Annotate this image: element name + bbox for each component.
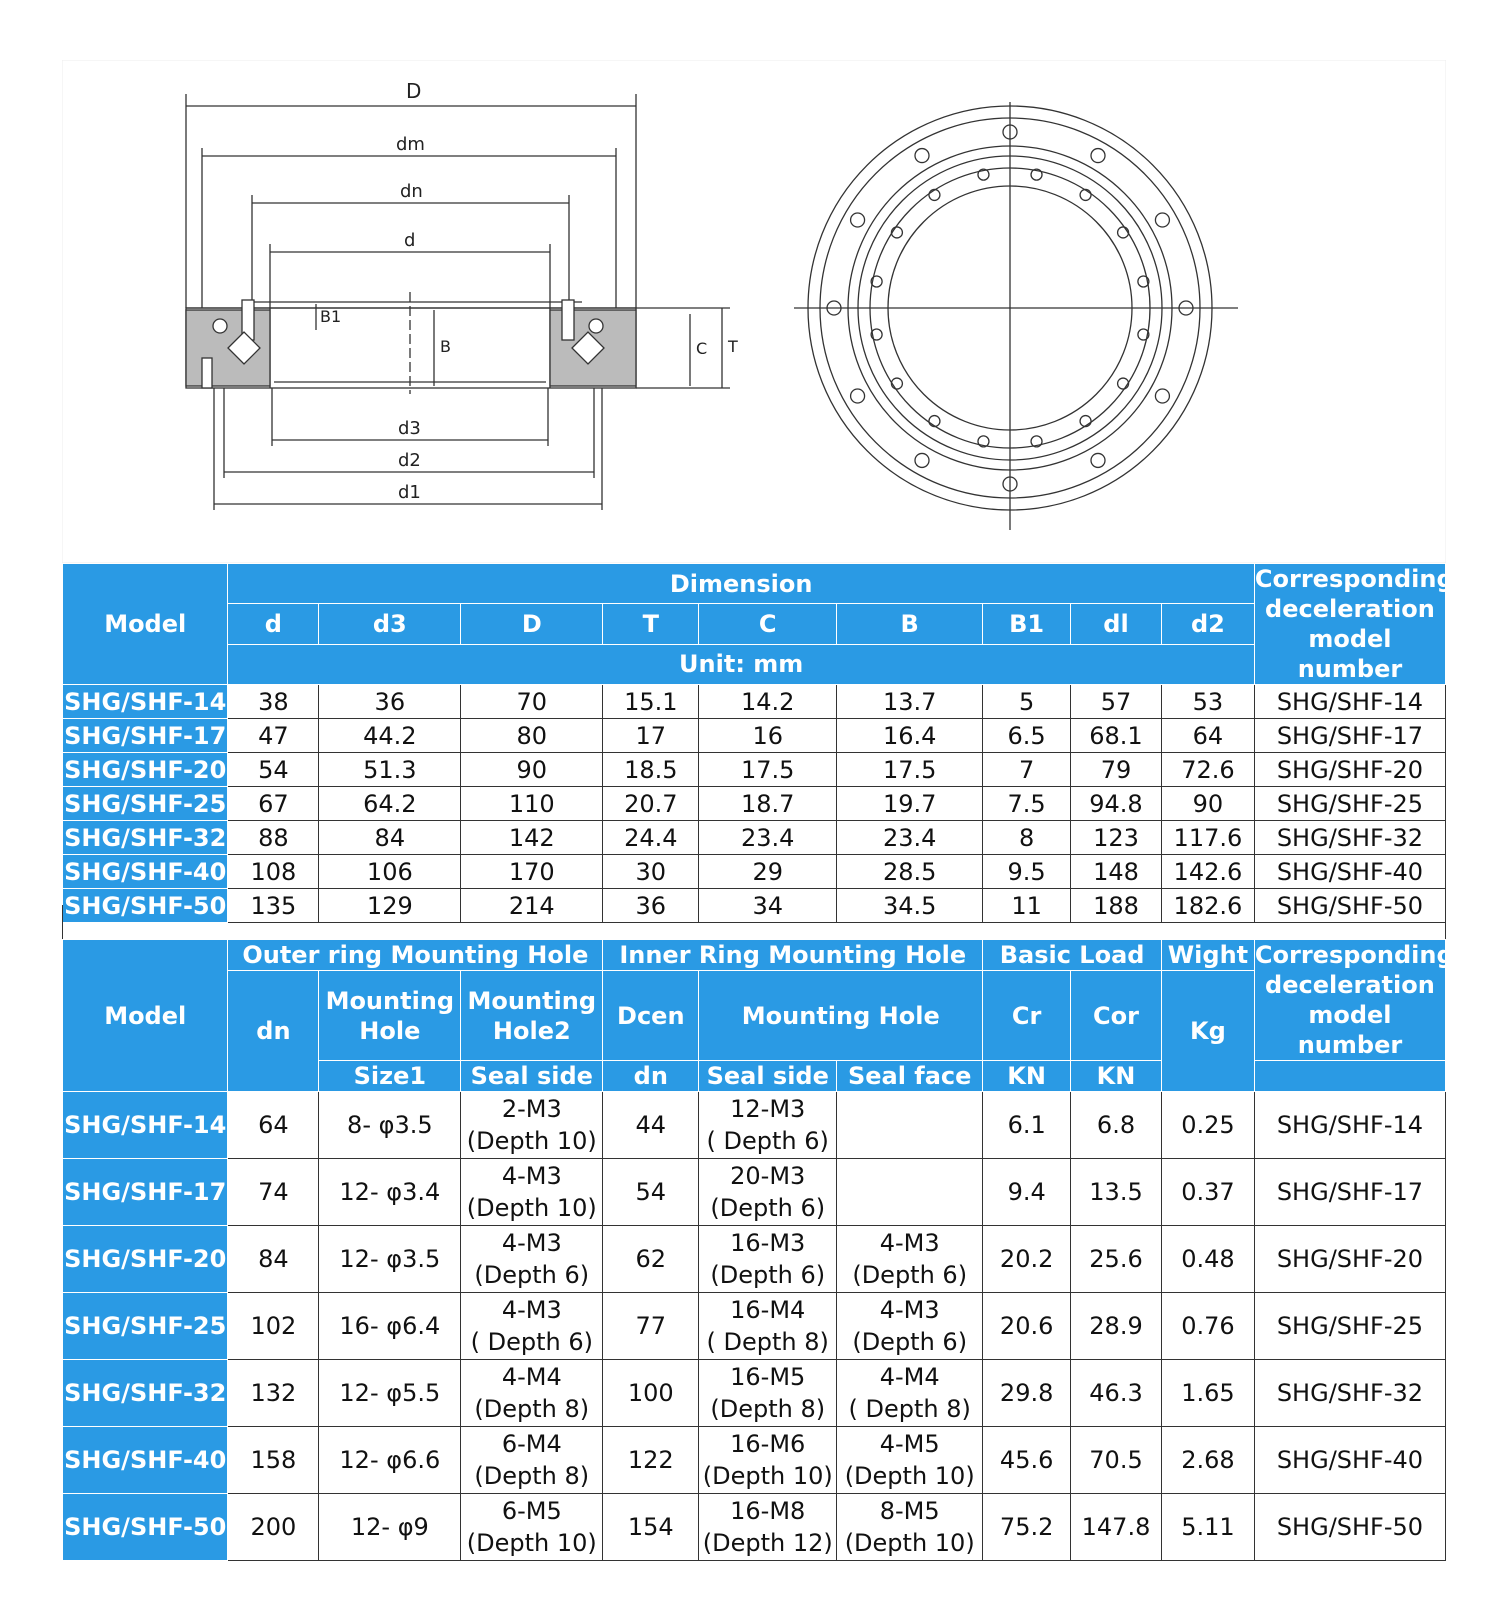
- hole1-cell: 12- φ6.6: [319, 1427, 461, 1494]
- value-cell: 123: [1071, 821, 1162, 855]
- dcen-cell: 122: [603, 1427, 699, 1494]
- model-cell: SHG/SHF-14: [63, 685, 228, 719]
- model-cell: SHG/SHF-25: [63, 787, 228, 821]
- dcen-cell: 44: [603, 1092, 699, 1159]
- table-row: [63, 855, 1446, 889]
- value-cell: 36: [319, 685, 461, 719]
- col-C: C: [699, 604, 837, 644]
- cr-header: Cr: [983, 971, 1071, 1061]
- value-cell: 94.8: [1071, 787, 1162, 821]
- model-cell: SHG/SHF-20: [63, 753, 228, 787]
- seal-side-cell: 16-M4 ( Depth 8): [699, 1293, 837, 1360]
- cor-cell: 6.8: [1071, 1092, 1162, 1159]
- table-row: [63, 1427, 1446, 1494]
- corresponding-cell: SHG/SHF-14: [1254, 1092, 1445, 1159]
- value-cell: 72.6: [1161, 753, 1254, 787]
- value-cell: 142: [461, 821, 603, 855]
- value-cell: 67: [228, 787, 319, 821]
- value-cell: 13.7: [837, 685, 983, 719]
- value-cell: 90: [461, 753, 603, 787]
- corresponding-cell: SHG/SHF-40: [1254, 1427, 1445, 1494]
- label-T: T: [728, 337, 738, 356]
- table-row: [63, 719, 1446, 753]
- col-B: B: [837, 604, 983, 644]
- corresponding-header-2: Corresponding deceleration model number: [1254, 941, 1454, 1059]
- unit-header: Unit: mm: [228, 644, 1254, 684]
- dcen-dn-header: dn: [603, 1061, 699, 1092]
- value-cell: 9.5: [983, 855, 1071, 889]
- value-cell: 110: [461, 787, 603, 821]
- cor-unit: KN: [1071, 1061, 1162, 1092]
- dn-cell: 84: [228, 1226, 319, 1293]
- value-cell: 19.7: [837, 787, 983, 821]
- seal-side-cell: 16-M8 (Depth 12): [699, 1494, 837, 1561]
- value-cell: 34.5: [837, 889, 983, 923]
- value-cell: 106: [319, 855, 461, 889]
- seal-face-cell: 4-M3 (Depth 6): [837, 1293, 983, 1360]
- value-cell: 148: [1071, 855, 1162, 889]
- table-row: [63, 787, 1446, 821]
- value-cell: 11: [983, 889, 1071, 923]
- hole1-cell: 12- φ3.4: [319, 1159, 461, 1226]
- value-cell: 80: [461, 719, 603, 753]
- corresponding-cell: SHG/SHF-32: [1254, 1360, 1445, 1427]
- corresponding-cell: SHG/SHF-32: [1254, 821, 1445, 855]
- cr-cell: 6.1: [983, 1092, 1071, 1159]
- basic-load-header: Basic Load: [983, 940, 1162, 971]
- value-cell: 44.2: [319, 719, 461, 753]
- value-cell: 129: [319, 889, 461, 923]
- dn-header: dn: [228, 971, 319, 1092]
- hole1-cell: 16- φ6.4: [319, 1293, 461, 1360]
- model-cell: SHG/SHF-25: [63, 1293, 228, 1360]
- value-cell: 170: [461, 855, 603, 889]
- hole1-cell: 12- φ5.5: [319, 1360, 461, 1427]
- dn-cell: 132: [228, 1360, 319, 1427]
- value-cell: 188: [1071, 889, 1162, 923]
- cor-cell: 147.8: [1071, 1494, 1162, 1561]
- corresponding-cell: SHG/SHF-20: [1254, 1226, 1445, 1293]
- corresponding-cell: SHG/SHF-14: [1254, 685, 1445, 719]
- value-cell: 7: [983, 753, 1071, 787]
- cr-cell: 75.2: [983, 1494, 1071, 1561]
- mounting-hole-header: Mounting Hole: [319, 971, 461, 1061]
- label-B: B: [440, 337, 451, 356]
- value-cell: 17.5: [699, 753, 837, 787]
- value-cell: 30: [603, 855, 699, 889]
- value-cell: 88: [228, 821, 319, 855]
- model-cell: SHG/SHF-14: [63, 1092, 228, 1159]
- label-B1: B1: [320, 307, 342, 326]
- table-row: [63, 685, 1446, 719]
- value-cell: 20.7: [603, 787, 699, 821]
- dn-cell: 64: [228, 1092, 319, 1159]
- value-cell: 16.4: [837, 719, 983, 753]
- value-cell: 142.6: [1161, 855, 1254, 889]
- label-D: D: [406, 79, 422, 103]
- kg-cell: 0.37: [1161, 1159, 1254, 1226]
- seal-side-header: Seal side: [461, 1061, 603, 1092]
- hole1-cell: 8- φ3.5: [319, 1092, 461, 1159]
- value-cell: 23.4: [837, 821, 983, 855]
- model-cell: SHG/SHF-20: [63, 1226, 228, 1293]
- label-dn: dn: [400, 181, 423, 202]
- dn-cell: 158: [228, 1427, 319, 1494]
- col-d3: d3: [319, 604, 461, 644]
- dcen-cell: 77: [603, 1293, 699, 1360]
- corresponding-cell: SHG/SHF-25: [1254, 1293, 1445, 1360]
- seal-face-cell: 4-M3 (Depth 6): [837, 1226, 983, 1293]
- cr-cell: 20.6: [983, 1293, 1071, 1360]
- label-C: C: [696, 339, 708, 358]
- corresponding-header: Corresponding deceleration model number: [1254, 565, 1454, 683]
- cor-cell: 70.5: [1071, 1427, 1162, 1494]
- value-cell: 70: [461, 685, 603, 719]
- kg-cell: 0.48: [1161, 1226, 1254, 1293]
- seal-side-cell: 12-M3 ( Depth 6): [699, 1092, 837, 1159]
- seal-face-cell: [837, 1092, 983, 1159]
- value-cell: 28.5: [837, 855, 983, 889]
- dn-cell: 200: [228, 1494, 319, 1561]
- kg-cell: 2.68: [1161, 1427, 1254, 1494]
- value-cell: 90: [1161, 787, 1254, 821]
- dcen-cell: 100: [603, 1360, 699, 1427]
- table-row: [63, 1293, 1446, 1360]
- cor-cell: 13.5: [1071, 1159, 1162, 1226]
- kg-cell: 0.76: [1161, 1293, 1254, 1360]
- value-cell: 79: [1071, 753, 1162, 787]
- model-cell: SHG/SHF-40: [63, 1427, 228, 1494]
- seal-face-cell: 4-M4 ( Depth 8): [837, 1360, 983, 1427]
- value-cell: 5: [983, 685, 1071, 719]
- table-row: [63, 821, 1446, 855]
- inner-ring-header: Inner Ring Mounting Hole: [603, 940, 983, 971]
- dcen-header: Dcen: [603, 971, 699, 1061]
- value-cell: 117.6: [1161, 821, 1254, 855]
- size1-header: Size1: [319, 1061, 461, 1092]
- corresponding-cell: SHG/SHF-50: [1254, 889, 1445, 923]
- model-cell: SHG/SHF-32: [63, 1360, 228, 1427]
- weight-header: Wight: [1161, 940, 1254, 971]
- label-d1: d1: [398, 482, 421, 503]
- dcen-cell: 62: [603, 1226, 699, 1293]
- cr-cell: 9.4: [983, 1159, 1071, 1226]
- value-cell: 29: [699, 855, 837, 889]
- seal-face-cell: [837, 1159, 983, 1226]
- value-cell: 17.5: [837, 753, 983, 787]
- table-gap: [62, 905, 1446, 939]
- table-row: [63, 1360, 1446, 1427]
- col-d: d: [228, 604, 319, 644]
- dn-cell: 102: [228, 1293, 319, 1360]
- label-d2: d2: [398, 450, 421, 471]
- model-cell: SHG/SHF-50: [63, 1494, 228, 1561]
- cor-cell: 28.9: [1071, 1293, 1162, 1360]
- hole1-cell: 12- φ9: [319, 1494, 461, 1561]
- seal-side-cell: 20-M3 (Depth 6): [699, 1159, 837, 1226]
- seal-side-cell: 16-M6 (Depth 10): [699, 1427, 837, 1494]
- hole2-cell: 4-M3 (Depth 10): [461, 1159, 603, 1226]
- hole2-cell: 4-M3 (Depth 6): [461, 1226, 603, 1293]
- cr-cell: 20.2: [983, 1226, 1071, 1293]
- value-cell: 108: [228, 855, 319, 889]
- value-cell: 54: [228, 753, 319, 787]
- value-cell: 24.4: [603, 821, 699, 855]
- label-dm: dm: [396, 134, 425, 155]
- mounting-hole2-header: Mounting Hole2: [461, 971, 603, 1061]
- value-cell: 51.3: [319, 753, 461, 787]
- hole1-cell: 12- φ3.5: [319, 1226, 461, 1293]
- kg-cell: 0.25: [1161, 1092, 1254, 1159]
- inner-mounting-hole-header: Mounting Hole: [699, 971, 983, 1061]
- hole2-cell: 6-M5 (Depth 10): [461, 1494, 603, 1561]
- value-cell: 38: [228, 685, 319, 719]
- cr-cell: 45.6: [983, 1427, 1071, 1494]
- dn-cell: 74: [228, 1159, 319, 1226]
- value-cell: 17: [603, 719, 699, 753]
- col-T: T: [603, 604, 699, 644]
- cor-cell: 25.6: [1071, 1226, 1162, 1293]
- value-cell: 64.2: [319, 787, 461, 821]
- col-D: D: [461, 604, 603, 644]
- value-cell: 64: [1161, 719, 1254, 753]
- dcen-cell: 154: [603, 1494, 699, 1561]
- seal-face-cell: 4-M5 (Depth 10): [837, 1427, 983, 1494]
- value-cell: 8: [983, 821, 1071, 855]
- col-B1: B1: [983, 604, 1071, 644]
- corresponding-cell: SHG/SHF-17: [1254, 1159, 1445, 1226]
- cr-cell: 29.8: [983, 1360, 1071, 1427]
- kg-header: Kg: [1161, 971, 1254, 1092]
- value-cell: 18.5: [603, 753, 699, 787]
- corresponding-cell: SHG/SHF-17: [1254, 719, 1445, 753]
- mounting-load-table: [62, 939, 1454, 1561]
- model-cell: SHG/SHF-32: [63, 821, 228, 855]
- label-d: d: [404, 230, 416, 251]
- hole2-cell: 4-M4 (Depth 8): [461, 1360, 603, 1427]
- table-row: [63, 1159, 1446, 1226]
- outer-ring-header: Outer ring Mounting Hole: [228, 940, 603, 971]
- value-cell: 15.1: [603, 685, 699, 719]
- seal-face-header: Seal face: [837, 1061, 983, 1092]
- model-cell: SHG/SHF-50: [63, 889, 228, 923]
- model-cell: SHG/SHF-17: [63, 719, 228, 753]
- value-cell: 47: [228, 719, 319, 753]
- model-cell: SHG/SHF-40: [63, 855, 228, 889]
- value-cell: 36: [603, 889, 699, 923]
- value-cell: 68.1: [1071, 719, 1162, 753]
- col-dl: dl: [1071, 604, 1162, 644]
- dimension-table: [62, 563, 1454, 923]
- value-cell: 53: [1161, 685, 1254, 719]
- value-cell: 214: [461, 889, 603, 923]
- cor-cell: 46.3: [1071, 1360, 1162, 1427]
- value-cell: 16: [699, 719, 837, 753]
- kg-cell: 5.11: [1161, 1494, 1254, 1561]
- seal-side-cell: 16-M3 (Depth 6): [699, 1226, 837, 1293]
- corresponding-cell: SHG/SHF-40: [1254, 855, 1445, 889]
- value-cell: 84: [319, 821, 461, 855]
- value-cell: 57: [1071, 685, 1162, 719]
- value-cell: 135: [228, 889, 319, 923]
- hole2-cell: 4-M3 ( Depth 6): [461, 1293, 603, 1360]
- corresponding-cell: SHG/SHF-50: [1254, 1494, 1445, 1561]
- value-cell: 6.5: [983, 719, 1071, 753]
- dcen-cell: 54: [603, 1159, 699, 1226]
- col-d2: d2: [1161, 604, 1254, 644]
- label-d3: d3: [398, 418, 421, 439]
- table-row: [63, 753, 1446, 787]
- table-row: [63, 1494, 1446, 1561]
- cr-unit: KN: [983, 1061, 1071, 1092]
- hole2-cell: 6-M4 (Depth 8): [461, 1427, 603, 1494]
- value-cell: 14.2: [699, 685, 837, 719]
- corresponding-blank: [1254, 1061, 1445, 1092]
- value-cell: 7.5: [983, 787, 1071, 821]
- value-cell: 18.7: [699, 787, 837, 821]
- model-header-2: Model: [63, 940, 228, 1092]
- seal-face-cell: 8-M5 (Depth 10): [837, 1494, 983, 1561]
- value-cell: 34: [699, 889, 837, 923]
- table-row: [63, 1226, 1446, 1293]
- kg-cell: 1.65: [1161, 1360, 1254, 1427]
- value-cell: 23.4: [699, 821, 837, 855]
- model-cell: SHG/SHF-17: [63, 1159, 228, 1226]
- seal-side-cell: 16-M5 (Depth 8): [699, 1360, 837, 1427]
- cor-header: Cor: [1071, 971, 1162, 1061]
- inner-seal-side-header: Seal side: [699, 1061, 837, 1092]
- hole2-cell: 2-M3 (Depth 10): [461, 1092, 603, 1159]
- corresponding-cell: SHG/SHF-20: [1254, 753, 1445, 787]
- corresponding-cell: SHG/SHF-25: [1254, 787, 1445, 821]
- technical-drawing: [62, 60, 1446, 563]
- value-cell: 182.6: [1161, 889, 1254, 923]
- model-header: Model: [63, 564, 228, 685]
- table-row: [63, 1092, 1446, 1159]
- dimension-header: Dimension: [228, 564, 1254, 604]
